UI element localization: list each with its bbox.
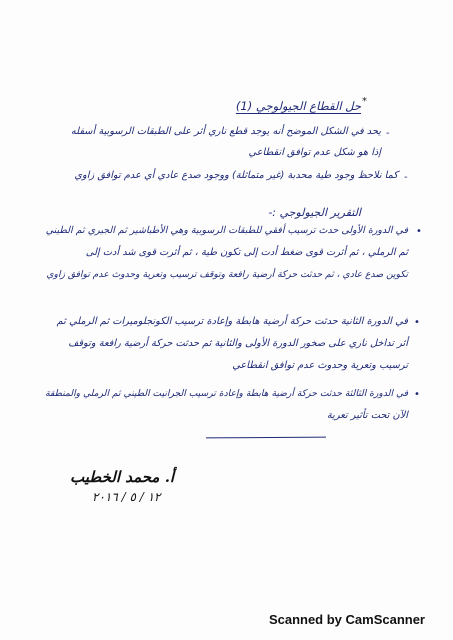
intro-line: كما نلاحظ وجود طية محدبة (غير متماثلة) ووجود صدع عادي أي عدم توافق زاوي	[74, 170, 398, 181]
title-marker: *	[362, 96, 367, 107]
bullet-icon: -	[404, 172, 408, 183]
bullet-icon: -	[386, 128, 390, 139]
history-line: تكوين صدع عادي ، ثم حدثت حركة أرضية رافعة وتوقف ترسيب وتعرية وحدوث عدم توافق زاوي	[46, 269, 408, 280]
document-title: حل القطاع الجيولوجي (1)	[235, 99, 361, 113]
history-line: ثم الرملي ، ثم أثرت قوى ضغط أدت إلى تكون طية ، ثم أثرت قوى شد أدت إلى	[85, 247, 408, 258]
history-line: في الدورة الأولى حدث ترسيب أفقي للطبقات الرسوبية وهي الأطباشير ثم الجيري ثم الطيني	[45, 225, 408, 236]
bullet-icon: •	[416, 226, 422, 237]
hand-drawn-divider	[206, 437, 326, 439]
history-line: أثر تداخل ناري على صخور الدورة الأولى والثانية ثم حدثت حركة أرضية رافعة وتوقف	[68, 338, 408, 349]
history-line: الآن تحت تأثير تعرية	[326, 410, 408, 421]
history-line: ترسيب وتعرية وحدوث عدم توافق انقطاعي	[232, 360, 408, 371]
history-line: في الدورة الثالثة حدثت حركة أرضية هابطة وإعادة ترسيب الجرانيت الطيني ثم الرملي والمنطقة	[45, 388, 408, 399]
history-heading: التقرير الجيولوجي :-	[268, 206, 361, 219]
bullet-icon: •	[414, 389, 420, 400]
signature: أ. محمد الخطيب	[70, 468, 175, 486]
intro-line: يحد في الشكل الموضح أنه يوجد قطع ناري أثر على الطبقات الرسوبية أسفله	[70, 126, 381, 137]
signature-date: ١٢ / ٥ / ٢٠١٦	[92, 490, 161, 504]
history-line: في الدورة الثانية حدثت حركة أرضية هابطة وإعادة ترسيب الكونجلوميرات ثم الرملي ثم	[56, 316, 408, 327]
intro-line: إذا هو شكل عدم توافق انقطاعي	[248, 147, 381, 158]
bullet-icon: •	[414, 317, 420, 328]
scanner-watermark: Scanned by CamScanner	[268, 612, 425, 627]
